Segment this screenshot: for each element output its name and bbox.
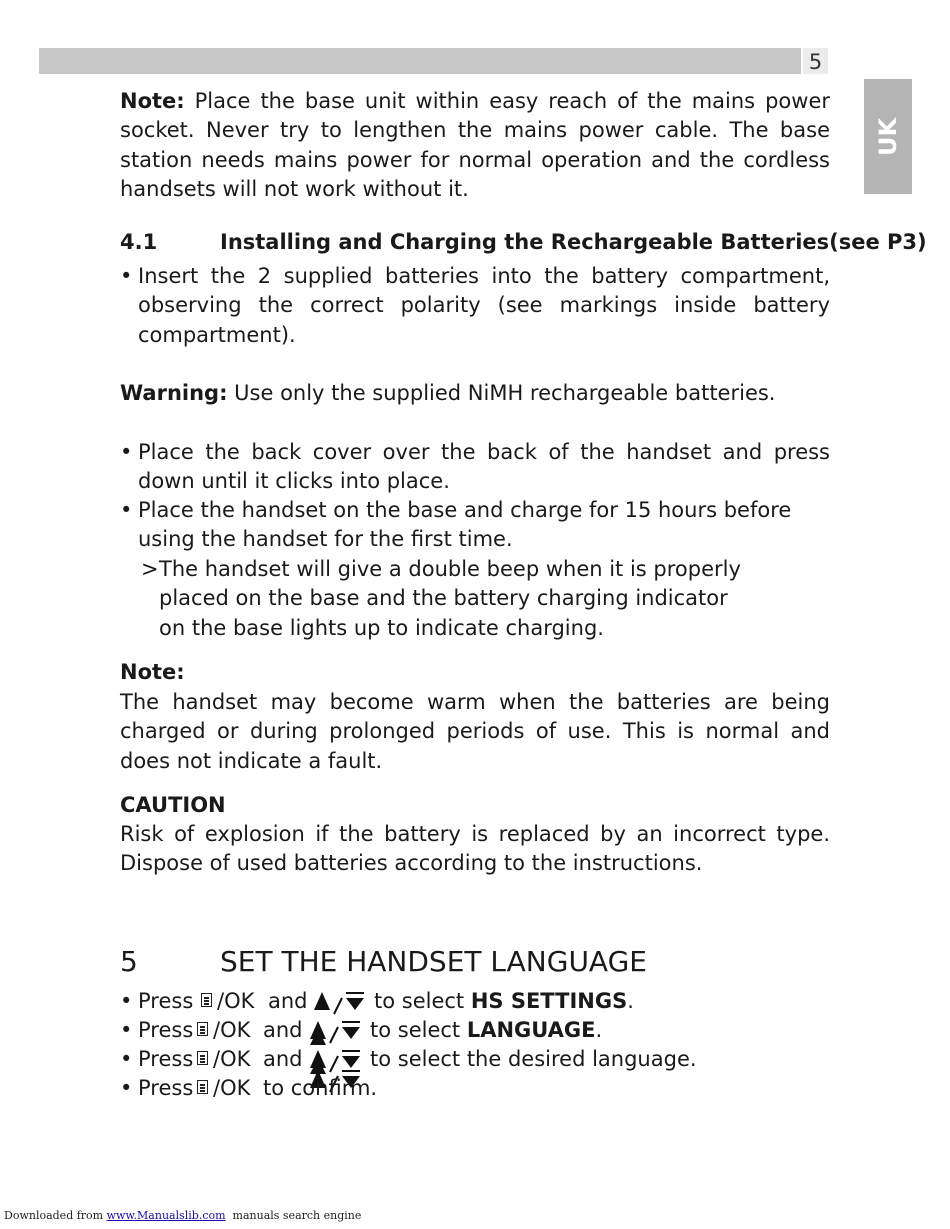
- step-key: /OK: [213, 1047, 251, 1071]
- step-and: and: [263, 1047, 303, 1071]
- note-2-label: Note:: [120, 660, 185, 684]
- bullet-icon: •: [120, 264, 133, 288]
- list-item: [120, 262, 830, 350]
- footer-link[interactable]: www.Manualslib.com: [106, 1209, 226, 1222]
- step-press: Press: [138, 1047, 194, 1071]
- result-marker: >: [141, 557, 159, 581]
- step-text-plain: to confirm.: [263, 1076, 378, 1100]
- step-and: and: [263, 1018, 303, 1042]
- step-text-end: .: [627, 989, 634, 1013]
- result-line: on the base lights up to indicate charging.: [159, 615, 604, 640]
- list-item-text: Place the handset on the base and charge for 15 hours before using the handset for the first time.: [138, 498, 792, 552]
- caution-label: CAUTION: [120, 793, 226, 817]
- step-text: [374, 987, 634, 1016]
- footer-suffix: manuals search engine: [225, 1209, 362, 1222]
- note-2-text: The handset may become warm when the batteries are being charged or during prolonged periods of use. This is normal and does not indicate a fault.: [120, 690, 830, 773]
- step-text-plain: to select the desired language.: [370, 1047, 697, 1071]
- note-text: Place the base unit within easy reach of the mains power socket. Never try to lengthen the mains power cable. The base station needs mains power for normal operation and the cordless handsets will not work without it.: [120, 89, 830, 201]
- note-label: Note:: [120, 89, 185, 113]
- bullet-icon: •: [120, 440, 133, 464]
- step-key: /OK: [213, 1076, 251, 1100]
- list-item-text: Insert the 2 supplied batteries into the battery compartment, observing the correct polarity (see markings inside battery compartment).: [138, 264, 830, 347]
- page-number: 5: [803, 48, 828, 74]
- language-tab: [864, 79, 912, 194]
- result-note: [141, 555, 741, 643]
- list-item-text: Place the back cover over the back of the handset and press down until it clicks into place.: [138, 440, 830, 494]
- menu-icon: [197, 1080, 208, 1094]
- section-title: Installing and Charging the Rechargeable Batteries(see P3): [220, 230, 927, 254]
- result-line: placed on the base and the battery charging indicator: [159, 586, 728, 611]
- step-press: Press: [138, 1018, 194, 1042]
- warning-label: Warning:: [120, 381, 228, 405]
- step-text-bold: HS SETTINGS: [470, 989, 628, 1013]
- step-text: [370, 1016, 602, 1045]
- menu-icon: [201, 993, 212, 1007]
- step-text-bold: LANGUAGE: [466, 1018, 596, 1042]
- bullet-icon: •: [120, 1047, 133, 1071]
- step-text-end: .: [595, 1018, 603, 1042]
- step-and: and: [268, 989, 308, 1013]
- list-item: [120, 496, 830, 555]
- up-down-arrow-icon: [308, 1013, 364, 1045]
- result-line: The handset will give a double beep when it is properly: [159, 557, 741, 581]
- bullet-icon: •: [120, 989, 133, 1013]
- bullet-icon: •: [120, 1076, 133, 1100]
- bullet-icon: •: [120, 1018, 133, 1042]
- section-number: 5: [120, 945, 138, 978]
- step-press: Press: [138, 1076, 194, 1100]
- language-tab-label: UK: [874, 117, 902, 156]
- header-bar: [39, 48, 801, 74]
- step-text-plain: to select: [374, 989, 471, 1013]
- step-text: [263, 1074, 377, 1103]
- footer: [4, 1209, 361, 1222]
- up-down-arrow-icon: [312, 984, 368, 1016]
- section-number: 4.1: [120, 230, 158, 254]
- note-paragraph-1: [120, 87, 830, 204]
- caution-text: Risk of explosion if the battery is replaced by an incorrect type. Dispose of used batteries according to the instructions.: [120, 822, 830, 876]
- footer-prefix: Downloaded from: [4, 1209, 107, 1222]
- section-title: SET THE HANDSET LANGUAGE: [220, 945, 647, 978]
- step-text: [370, 1045, 697, 1074]
- warning-text: Use only the supplied NiMH rechargeable batteries.: [227, 381, 776, 405]
- bullet-icon: •: [120, 498, 133, 522]
- menu-icon: [197, 1022, 208, 1036]
- step-key: /OK: [217, 989, 255, 1013]
- step-text-plain: to select: [370, 1018, 467, 1042]
- menu-icon: [197, 1051, 208, 1065]
- warning-paragraph: [120, 379, 830, 408]
- step-key: /OK: [213, 1018, 251, 1042]
- step-press: Press: [138, 989, 194, 1013]
- list-item: [120, 438, 830, 497]
